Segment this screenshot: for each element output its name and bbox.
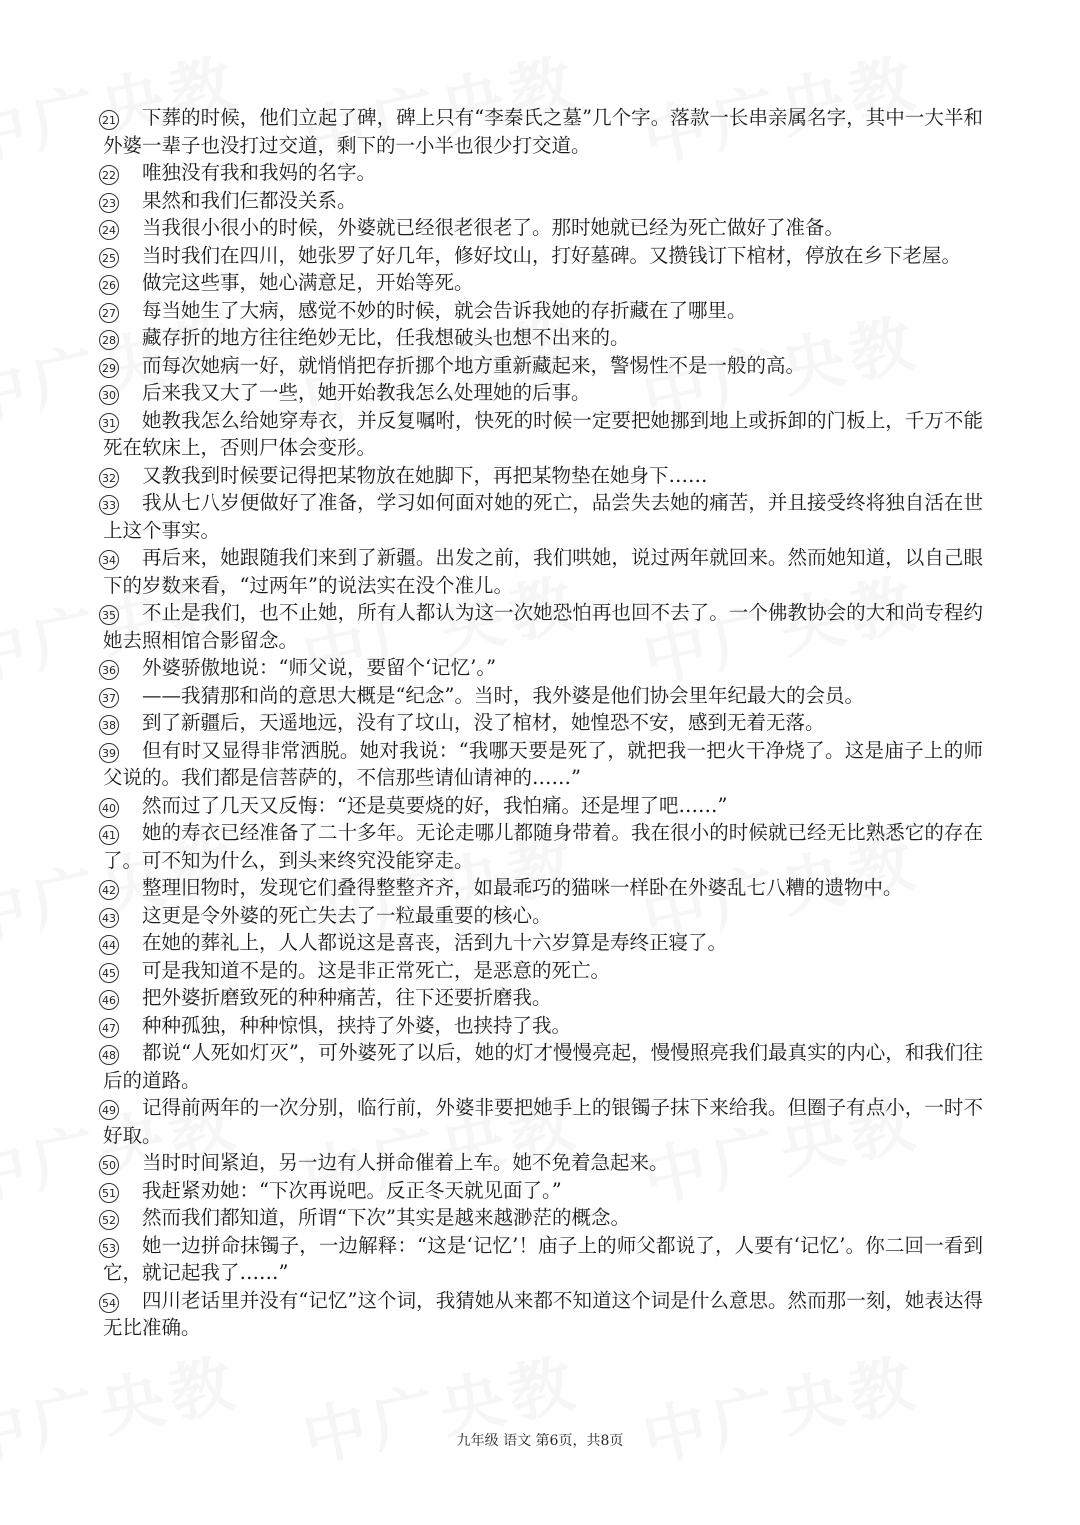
paragraph: [103, 902, 983, 930]
paragraph-text: 当时我们在四川，她张罗了好几年，修好坟山，打好墓碑。又攒钱订下棺材，停放在乡下老屋。: [142, 243, 962, 267]
paragraph-text: 当时时间紧迫，另一边有人拼命催着上车。她不免着急起来。: [142, 1151, 669, 1174]
paragraph-text: 可是我知道不是的。这是非正常死亡，是恶意的死亡。: [142, 958, 611, 982]
paragraph-number: 33: [99, 495, 119, 515]
paragraph-number: 46: [99, 990, 119, 1010]
paragraph-text: 每当她生了大病，感觉不妙的时候，就会告诉我她的存折藏在了哪里。: [142, 298, 747, 322]
paragraph: [103, 737, 983, 792]
paragraph: [103, 709, 983, 737]
paragraph-text: 又教我到时候要记得把某物放在她脚下，再把某物垫在她身下……: [142, 463, 708, 487]
paragraph-number: 35: [99, 605, 119, 625]
paragraph: [103, 379, 983, 407]
article-body: [103, 104, 983, 1342]
paragraph-number: 54: [99, 1293, 119, 1313]
paragraph-text: 记得前两年的一次分别，临行前，外婆非要把她手上的银镯子抹下来给我。但圈子有点小，一时不好取。: [103, 1096, 983, 1147]
paragraph-text: 四川老话里并没有“记忆”这个词，我猜她从来都不知道这个词是什么意思。然而那一刻，她表达得无比准确。: [103, 1288, 983, 1339]
paragraph-text: 她的寿衣已经准备了二十多年。无论走哪儿都随身带着。我在很小的时候就已经无比熟悉它的存在了。可不知为什么，到头来终究没能穿走。: [103, 821, 983, 872]
paragraph: [103, 984, 983, 1012]
watermark: [0, 1332, 247, 1480]
paragraph: [103, 489, 983, 544]
paragraph: [103, 297, 983, 325]
paragraph: [103, 462, 983, 490]
paragraph-number: 42: [99, 880, 119, 900]
paragraph: [103, 1204, 983, 1232]
paragraph-text: 她一边拼命抹镯子，一边解释：“这是‘记忆’！庙子上的师父都说了，人要有‘记忆’。你二回一看到它，就记起我了……”: [103, 1233, 983, 1284]
watermark: [633, 1332, 926, 1480]
paragraph: [103, 214, 983, 242]
paragraph: [103, 187, 983, 215]
paragraph-number: 26: [99, 275, 119, 295]
paragraph-text: 但有时又显得非常洒脱。她对我说：“我哪天要是死了，就把我一把火干净烧了。这是庙子上的师父说的。我们都是信菩萨的，不信那些请仙请神的……”: [103, 738, 983, 789]
paragraph-text: 当我很小很小的时候，外婆就已经很老很老了。那时她就已经为死亡做好了准备。: [142, 216, 845, 239]
paragraph-text: 到了新疆后，天遥地远，没有了坟山，没了棺材，她惶恐不安，感到无着无落。: [142, 711, 825, 734]
paragraph-number: 22: [99, 165, 119, 185]
paragraph: [103, 159, 983, 187]
paragraph: [103, 1177, 983, 1205]
paragraph-number: 31: [99, 413, 119, 433]
paragraph-text: 把外婆折磨致死的种种痛苦，往下还要折磨我。: [142, 986, 552, 1009]
paragraph-text: 我从七八岁便做好了准备，学习如何面对她的死亡，品尝失去她的痛苦，并且接受终将独自活在世上这个事实。: [103, 491, 983, 542]
paragraph: [103, 1039, 983, 1094]
paragraph-number: 48: [99, 1045, 119, 1065]
paragraph-text: 藏存折的地方往往绝妙无比，任我想破头也想不出来的。: [142, 326, 630, 349]
paragraph-text: 然而我们都知道，所谓“下次”其实是越来越渺茫的概念。: [142, 1206, 630, 1229]
paragraph: [103, 242, 983, 270]
paragraph-text: 下葬的时候，他们立起了碑，碑上只有“李秦氏之墓”几个字。落款一长串亲属名字，其中一大半和外婆一辈子也没打过交道，剩下的一小半也很少打交道。: [103, 106, 983, 157]
paragraph: [103, 599, 983, 654]
watermark: [293, 1332, 586, 1480]
paragraph: [103, 1012, 983, 1040]
paragraph-number: 36: [99, 660, 119, 680]
paragraph-number: 49: [99, 1100, 119, 1120]
paragraph: [103, 929, 983, 957]
paragraph-number: 38: [99, 715, 119, 735]
paragraph-number: 47: [99, 1018, 119, 1038]
paragraph-number: 52: [99, 1210, 119, 1230]
paragraph-text: 然而过了几天又反悔：“还是莫要烧的好，我怕痛。还是埋了吧……”: [142, 793, 728, 817]
paragraph: [103, 819, 983, 874]
paragraph-number: 23: [99, 193, 119, 213]
paragraph-text: 我赶紧劝她：“下次再说吧。反正冬天就见面了。”: [142, 1178, 562, 1202]
paragraph: [103, 1232, 983, 1287]
paragraph-text: 后来我又大了一些，她开始教我怎么处理她的后事。: [142, 381, 591, 404]
paragraph-text: 这更是令外婆的死亡失去了一粒最重要的核心。: [142, 903, 552, 927]
page-footer: 九年级 语文 第6页，共8页: [456, 1433, 624, 1449]
paragraph: [103, 269, 983, 297]
paragraph-text: 在她的葬礼上，人人都说这是喜丧，活到九十六岁算是寿终正寝了。: [142, 931, 728, 954]
paragraph: [103, 792, 983, 820]
paragraph-text: 不止是我们，也不止她，所有人都认为这一次她恐怕再也回不去了。一个佛教协会的大和尚专程约她去照相馆合影留念。: [103, 601, 983, 652]
paragraph-number: 28: [99, 330, 119, 350]
paragraph: [103, 874, 983, 902]
paragraph-number: 27: [99, 303, 119, 323]
paragraph-text: 果然和我们仨都没关系。: [142, 188, 357, 212]
paragraph-text: 整理旧物时，发现它们叠得整整齐齐，如最乖巧的猫咪一样卧在外婆乱七八糟的遗物中。: [142, 876, 903, 899]
paragraph: [103, 682, 983, 710]
paragraph-number: 51: [99, 1183, 119, 1203]
paragraph-text: ——我猜那和尚的意思大概是“纪念”。当时，我外婆是他们协会里年纪最大的会员。: [142, 683, 864, 707]
paragraph-number: 32: [99, 468, 119, 488]
paragraph-text: 而每次她病一好，就悄悄把存折挪个地方重新藏起来，警惕性不是一般的高。: [142, 353, 806, 377]
paragraph-number: 43: [99, 908, 119, 928]
paragraph-number: 40: [99, 798, 119, 818]
paragraph-text: 都说“人死如灯灭”，可外婆死了以后，她的灯才慢慢亮起，慢慢照亮我们最真实的内心，和我们往后的道路。: [103, 1041, 983, 1092]
paragraph-number: 45: [99, 963, 119, 983]
paragraph-text: 种种孤独，种种惊惧，挟持了外婆，也挟持了我。: [142, 1013, 572, 1037]
paragraph-number: 39: [99, 743, 119, 763]
paragraph-text: 唯独没有我和我妈的名字。: [142, 161, 377, 184]
paragraph-number: 25: [99, 248, 119, 268]
paragraph: [103, 654, 983, 682]
paragraph-text: 她教我怎么给她穿寿衣，并反复嘱咐，快死的时候一定要把她挪到地上或拆卸的门板上，千万不能死在软床上，否则尸体会变形。: [103, 408, 983, 459]
paragraph-number: 41: [99, 825, 119, 845]
paragraph-number: 30: [99, 385, 119, 405]
paragraph: [103, 104, 983, 159]
paragraph: [103, 352, 983, 380]
paragraph-text: 再后来，她跟随我们来到了新疆。出发之前，我们哄她，说过两年就回来。然而她知道，以自己眼下的岁数来看，“过两年”的说法实在没个准儿。: [103, 546, 983, 597]
paragraph-number: 21: [99, 110, 119, 130]
paragraph: [103, 407, 983, 462]
paragraph: [103, 1094, 983, 1149]
paragraph-number: 29: [99, 358, 119, 378]
paragraph-number: 44: [99, 935, 119, 955]
paragraph-number: 37: [99, 688, 119, 708]
paragraph-number: 24: [99, 220, 119, 240]
paragraph: [103, 1149, 983, 1177]
paragraph-text: 做完这些事，她心满意足，开始等死。: [142, 271, 474, 294]
paragraph-number: 53: [99, 1238, 119, 1258]
paragraph-number: 50: [99, 1155, 119, 1175]
paragraph: [103, 957, 983, 985]
paragraph: [103, 544, 983, 599]
paragraph: [103, 1287, 983, 1342]
paragraph: [103, 324, 983, 352]
paragraph-text: 外婆骄傲地说：“师父说，要留个‘记忆’。”: [142, 656, 497, 679]
paragraph-number: 34: [99, 550, 119, 570]
